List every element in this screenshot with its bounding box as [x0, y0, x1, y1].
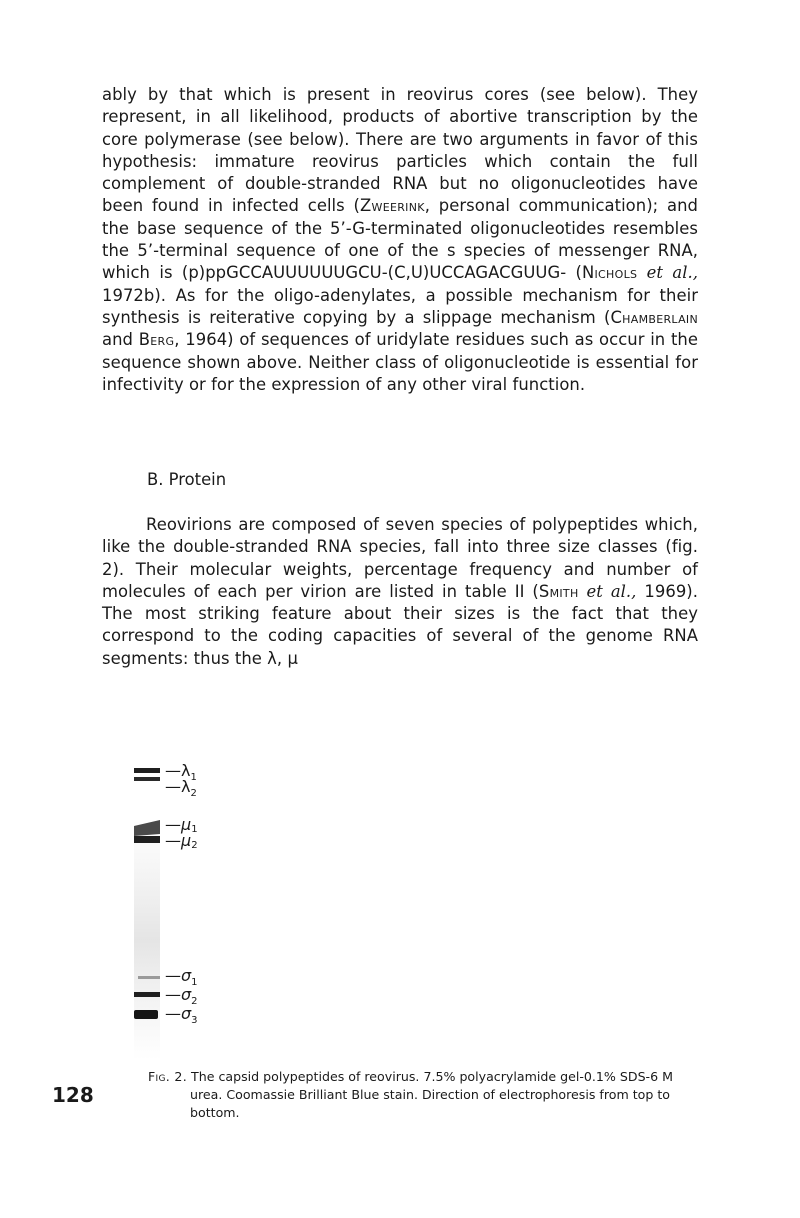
citation-etal: et al., [586, 581, 637, 601]
body-paragraph-2: Reovirions are composed of seven species of polypeptides which, like the double-stranded RNA species, fall into three size classes (fig. 2). Their molecular weights, percentage frequency and number of molecules of each per virion are listed in table II (Smith et al., 1969). The most striking feature about their sizes is the fact that they correspond to the coding capacities of several of the genome RNA segments: thus the λ, μ [102, 515, 699, 668]
author-name: Smith [538, 581, 579, 601]
gel-band-sigma1 [138, 976, 160, 979]
author-name: Nichols [581, 263, 638, 283]
page-number: 128 [52, 1083, 94, 1107]
figure-label: Fig. 2. [148, 1069, 187, 1084]
gel-label-lambda1: $—\lambda_1$ [165, 761, 197, 783]
gel-band-lambda2 [134, 777, 160, 781]
author-name: Zweerink [360, 196, 425, 216]
gel-lane-background [134, 820, 160, 1060]
gel-label-sigma1: $—\sigma_1$ [165, 966, 198, 988]
figure-caption: Fig. 2. The capsid polypeptides of reovirus. 7.5% polyacrylamide gel-0.1% SDS-6 M urea. Coomassie Brilliant Blue stain. Direction of electrophoresis from top to bottom. [148, 1069, 673, 1120]
citation-etal: et al., [646, 263, 699, 283]
author-name: Chamberlain [610, 307, 698, 327]
gel-label-mu1: —μ1 [165, 815, 198, 835]
gel-band-sigma3 [134, 1010, 158, 1019]
gel-band-sigma2 [134, 992, 160, 997]
author-name: Berg [138, 330, 175, 350]
gel-figure [132, 760, 262, 1060]
gel-label-lambda2: $—\lambda_2$ [165, 777, 197, 799]
gel-band-mu2 [134, 836, 160, 843]
section-heading: B. Protein [147, 470, 227, 489]
gel-label-mu2: —μ2 [165, 831, 198, 851]
body-paragraph-1: ably by that which is present in reovirus cores (see below). They represent, in all likelihood, products of abortive transcription by the core polymerase (see below). There are two arguments in favor of this hypothesis: immature reovirus particles which contain the full complement of double-stranded RNA but no oligonucleotides have been found in infected cells (Zweerink, personal communication); and the base sequence of the 5’-G-terminated oligonucleotides resembles the 5’-terminal sequence of one of the s species of messenger RNA, which is (p)ppGCCAUUUUUUGCU-(C,U)UCCAGACGUUG- (Nichols et al., 1972b). As for the oligo-adenylates, a possible mechanism for their synthesis is reiterative copying by a slippage mechanism (Chamberlain and Berg, 1964) of sequences of uridylate residues such as occur in the sequence shown above. Neither class of oligonucleotide is essential for infectivity or for the expression of any other viral function. [102, 85, 699, 394]
gel-label-sigma3: $—\sigma_3$ [165, 1004, 198, 1026]
gel-label-sigma2: $—\sigma_2$ [165, 985, 198, 1007]
gel-band-lambda1 [134, 768, 160, 773]
